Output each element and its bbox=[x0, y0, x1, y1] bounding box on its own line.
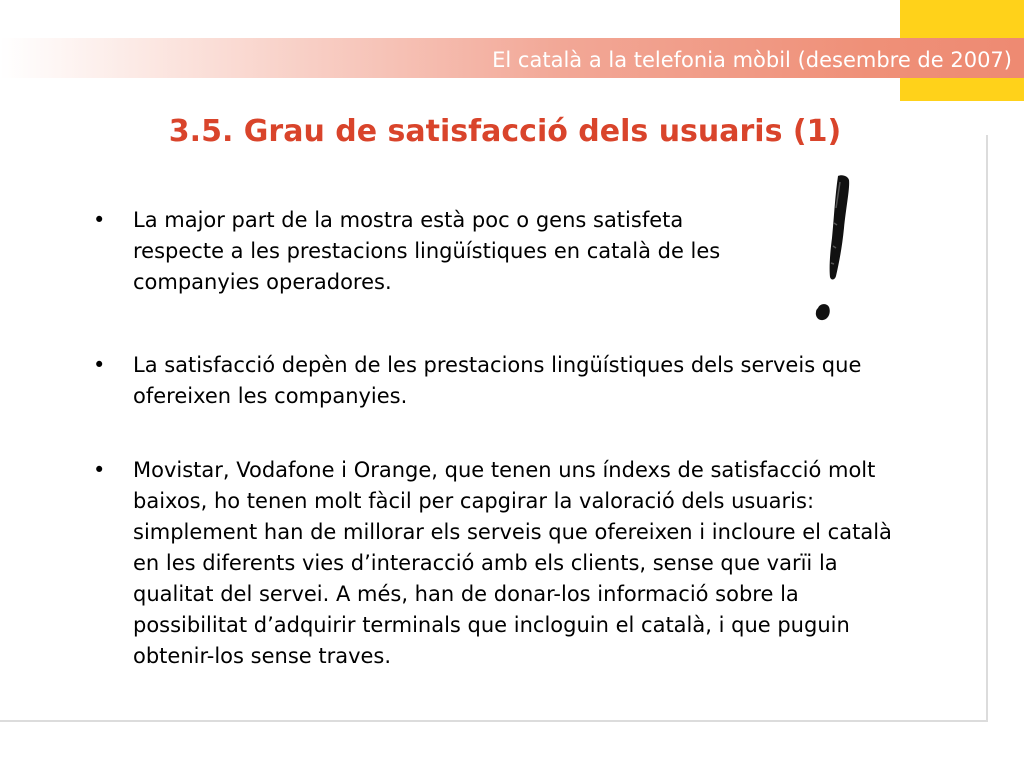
bullet-marker: • bbox=[93, 458, 106, 482]
slide-title: 3.5. Grau de satisfacció dels usuaris (1) bbox=[168, 114, 842, 149]
header-subtitle: El català a la telefonia mòbil (desembre de 2007) bbox=[492, 48, 1012, 72]
frame-bottom-line bbox=[0, 720, 988, 722]
bullet-text: Movistar, Vodafone i Orange, que tenen uns índexs de satisfacció molt baixos, ho tenen molt fàcil per capgirar la valoració dels usuaris: simplement han de millorar els serveis que ofereixen i incloure el català en les diferents vies d’interacció amb els clients, sense que varïi la qualitat del servei. A més, han de donar-los informació sobre la possibilitat d’adquirir terminals que incloguin el català, i que puguin obtenir-los sense traves. bbox=[133, 458, 892, 668]
bullet-text: La major part de la mostra està poc o gens satisfeta respecte a les prestacions lingüístiques en català de les companyies operadores. bbox=[133, 208, 721, 294]
bullet-marker: • bbox=[93, 353, 106, 377]
bullet-text: La satisfacció depèn de les prestacions lingüístiques dels serveis que ofereixen les companyies. bbox=[133, 353, 862, 408]
exclamation-mark-icon bbox=[800, 168, 864, 333]
frame-right-line bbox=[986, 135, 988, 721]
bullet-marker: • bbox=[93, 208, 106, 232]
